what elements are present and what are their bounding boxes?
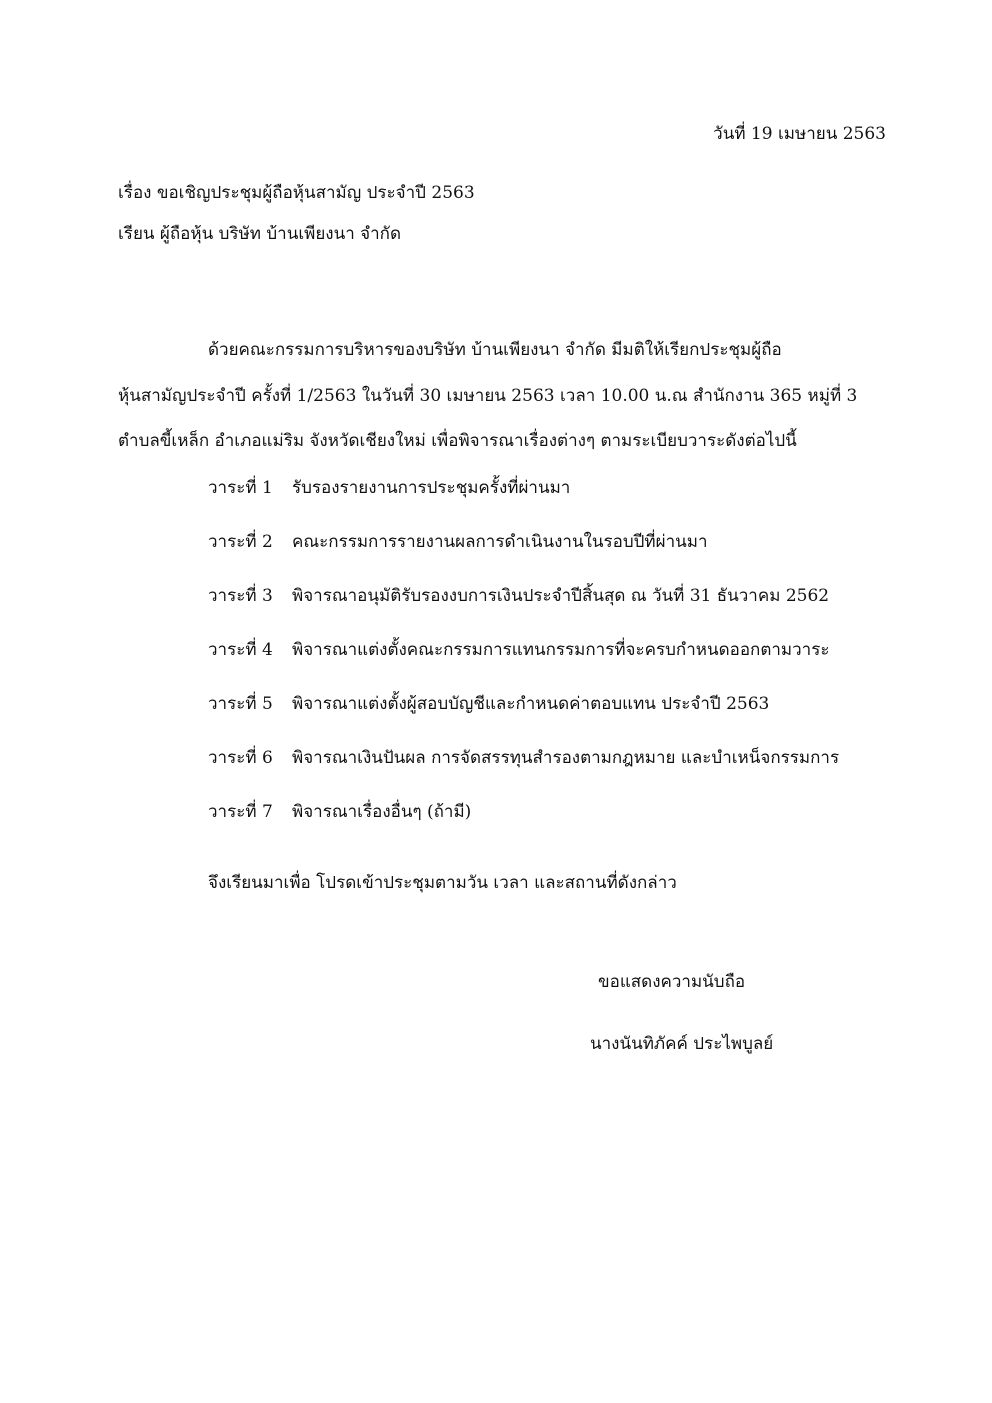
agenda-label: วาระที่ 3 — [208, 586, 273, 606]
complimentary-close: ขอแสดงความนับถือ — [598, 972, 746, 992]
letter-date: วันที่ 19 เมษายน 2563 — [713, 124, 886, 144]
agenda-item-7 — [208, 802, 471, 822]
agenda-item-6 — [208, 748, 839, 768]
agenda-item-1 — [208, 478, 570, 498]
letter-subject: เรื่อง ขอเชิญประชุมผู้ถือหุ้นสามัญ ประจำปี 2563 — [118, 183, 475, 203]
closing-sentence: จึงเรียนมาเพื่อ โปรดเข้าประชุมตามวัน เวลา และสถานที่ดังกล่าว — [208, 873, 677, 893]
agenda-label: วาระที่ 1 — [208, 478, 273, 498]
body-paragraph-line-3: ตำบลขี้เหล็ก อำเภอแม่ริม จังหวัดเชียงใหม่ เพื่อพิจารณาเรื่องต่างๆ ตามระเบียบวาระดังต่อไปนี้ — [118, 431, 797, 451]
agenda-item-3 — [208, 586, 829, 606]
agenda-label: วาระที่ 7 — [208, 802, 273, 822]
agenda-label: วาระที่ 6 — [208, 748, 273, 768]
agenda-text: พิจารณาเงินปันผล การจัดสรรทุนสำรองตามกฎหมาย และบำเหน็จกรรมการ — [292, 748, 840, 768]
letter-recipient: เรียน ผู้ถือหุ้น บริษัท บ้านเพียงนา จำกัด — [118, 224, 402, 244]
agenda-text: พิจารณาแต่งตั้งคณะกรรมการแทนกรรมการที่จะครบกำหนดออกตามวาระ — [292, 640, 830, 660]
body-paragraph-line-2: หุ้นสามัญประจำปี ครั้งที่ 1/2563 ในวันที่ 30 เมษายน 2563 เวลา 10.00 น.ณ สำนักงาน 365 หมู่ที่ 3 — [118, 386, 858, 406]
agenda-label: วาระที่ 2 — [208, 532, 273, 552]
agenda-label: วาระที่ 4 — [208, 640, 273, 660]
agenda-text: พิจารณาแต่งตั้งผู้สอบบัญชีและกำหนดค่าตอบแทน ประจำปี 2563 — [292, 694, 770, 714]
body-paragraph-line-1: ด้วยคณะกรรมการบริหารของบริษัท บ้านเพียงนา จำกัด มีมติให้เรียกประชุมผู้ถือ — [208, 340, 782, 360]
agenda-text: คณะกรรมการรายงานผลการดำเนินงานในรอบปีที่ผ่านมา — [292, 532, 708, 552]
agenda-text: รับรองรายงานการประชุมครั้งที่ผ่านมา — [292, 478, 571, 498]
agenda-text: พิจารณาอนุมัติรับรองงบการเงินประจำปีสิ้นสุด ณ วันที่ 31 ธันวาคม 2562 — [292, 586, 830, 606]
agenda-item-5 — [208, 694, 769, 714]
agenda-item-4 — [208, 640, 829, 660]
agenda-text: พิจารณาเรื่องอื่นๆ (ถ้ามี) — [292, 802, 472, 822]
agenda-item-2 — [208, 532, 708, 552]
agenda-label: วาระที่ 5 — [208, 694, 273, 714]
signer-name: นางนันทิภัคค์ ประไพบูลย์ — [590, 1034, 774, 1054]
